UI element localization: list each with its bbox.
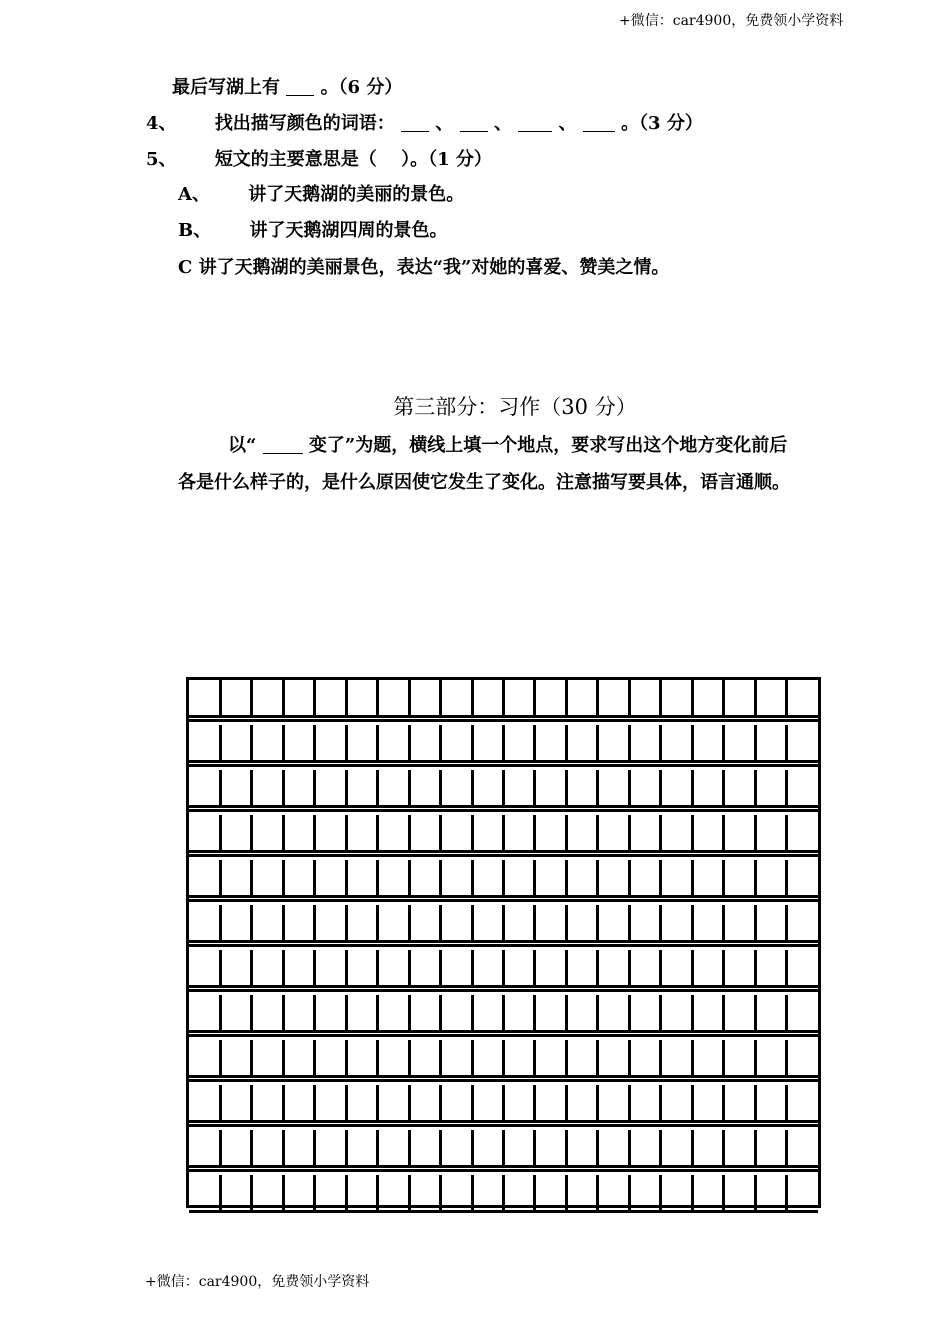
grid-cell-divider xyxy=(754,725,757,760)
grid-cell-divider xyxy=(250,860,253,895)
grid-cell-divider xyxy=(502,995,505,1030)
grid-cell-divider xyxy=(502,1130,505,1165)
row-gap-line xyxy=(189,1079,818,1082)
grid-cell-divider xyxy=(785,1085,788,1120)
grid-row[interactable] xyxy=(189,950,818,988)
grid-cell-divider xyxy=(282,725,285,760)
grid-cell-divider xyxy=(533,1085,536,1120)
grid-cell-divider xyxy=(722,950,725,985)
grid-cell-divider xyxy=(282,1085,285,1120)
option-text: 讲了天鹅湖四周的景色。 xyxy=(249,220,448,241)
grid-cell-divider xyxy=(376,1130,379,1165)
grid-cell-divider xyxy=(596,995,599,1030)
grid-cell-divider xyxy=(313,950,316,985)
grid-cell-divider xyxy=(345,1085,348,1120)
grid-cell-divider xyxy=(439,680,442,715)
grid-cell-divider xyxy=(533,1130,536,1165)
grid-cell-divider xyxy=(722,815,725,850)
grid-cell-divider xyxy=(376,950,379,985)
grid-cell-divider xyxy=(628,770,631,805)
grid-cell-divider xyxy=(219,905,222,940)
grid-row[interactable] xyxy=(189,725,818,763)
grid-cell-divider xyxy=(691,905,694,940)
composition-title: 第三部分：习作（30 分） xyxy=(393,395,637,419)
grid-cell-divider xyxy=(408,1040,411,1075)
grid-cell-divider xyxy=(502,815,505,850)
grid-cell-divider xyxy=(502,1175,505,1210)
grid-cell-divider xyxy=(313,680,316,715)
q4-suffix: 。（3 分） xyxy=(621,113,703,134)
grid-cell-divider xyxy=(565,905,568,940)
grid-cell-divider xyxy=(754,770,757,805)
grid-cell-divider xyxy=(628,1130,631,1165)
grid-cell-divider xyxy=(754,905,757,940)
grid-cell-divider xyxy=(596,680,599,715)
grid-cell-divider xyxy=(785,905,788,940)
grid-cell-divider xyxy=(754,680,757,715)
answer-blank[interactable] xyxy=(401,113,429,132)
grid-cell-divider xyxy=(565,860,568,895)
grid-cell-divider xyxy=(471,950,474,985)
option-b[interactable] xyxy=(178,216,448,242)
grid-cell-divider xyxy=(754,1085,757,1120)
grid-cell-divider xyxy=(659,1130,662,1165)
grid-cell-divider xyxy=(313,1085,316,1120)
writing-grid[interactable] xyxy=(186,677,821,1208)
question-text: 短文的主要意思是（ ）。（1 分） xyxy=(214,149,492,170)
grid-cell-divider xyxy=(313,1130,316,1165)
grid-cell-divider xyxy=(722,1130,725,1165)
grid-cell-divider xyxy=(596,905,599,940)
grid-cell-divider xyxy=(754,815,757,850)
grid-cell-divider xyxy=(345,725,348,760)
grid-cell-divider xyxy=(659,680,662,715)
grid-cell-divider xyxy=(376,1085,379,1120)
grid-cell-divider xyxy=(408,995,411,1030)
question-text: 找出描写颜色的词语： xyxy=(214,113,395,134)
grid-cell-divider xyxy=(345,1040,348,1075)
grid-cell-divider xyxy=(565,1040,568,1075)
grid-cell-divider xyxy=(313,995,316,1030)
option-label: C xyxy=(178,257,193,278)
grid-cell-divider xyxy=(439,1085,442,1120)
grid-cell-divider xyxy=(439,1175,442,1210)
grid-cell-divider xyxy=(659,905,662,940)
grid-cell-divider xyxy=(439,725,442,760)
grid-cell-divider xyxy=(250,680,253,715)
grid-cell-divider xyxy=(596,770,599,805)
title-blank[interactable] xyxy=(263,435,303,454)
grid-cell-divider xyxy=(250,1040,253,1075)
grid-cell-divider xyxy=(439,815,442,850)
grid-cell-divider xyxy=(439,995,442,1030)
grid-cell-divider xyxy=(502,1040,505,1075)
blank-separator: 、 xyxy=(493,113,512,134)
grid-cell-divider xyxy=(219,1130,222,1165)
grid-cell-divider xyxy=(659,995,662,1030)
grid-cell-divider xyxy=(533,995,536,1030)
row-gap-line xyxy=(189,809,818,812)
grid-cell-divider xyxy=(313,815,316,850)
grid-cell-divider xyxy=(722,1040,725,1075)
grid-cell-divider xyxy=(754,860,757,895)
grid-cell-divider xyxy=(722,725,725,760)
q3-suffix: 。（6 分） xyxy=(320,77,403,98)
grid-row[interactable] xyxy=(189,1130,818,1168)
grid-cell-divider xyxy=(628,995,631,1030)
grid-cell-divider xyxy=(439,905,442,940)
grid-cell-divider xyxy=(659,1085,662,1120)
grid-cell-divider xyxy=(596,1175,599,1210)
grid-row[interactable] xyxy=(189,770,818,808)
grid-cell-divider xyxy=(628,950,631,985)
grid-cell-divider xyxy=(502,950,505,985)
grid-cell-divider xyxy=(439,1130,442,1165)
grid-cell-divider xyxy=(533,950,536,985)
grid-cell-divider xyxy=(313,770,316,805)
grid-cell-divider xyxy=(691,950,694,985)
grid-cell-divider xyxy=(628,1040,631,1075)
grid-cell-divider xyxy=(471,905,474,940)
grid-cell-divider xyxy=(250,995,253,1030)
grid-row[interactable] xyxy=(189,905,818,943)
grid-cell-divider xyxy=(785,680,788,715)
grid-cell-divider xyxy=(376,815,379,850)
grid-row[interactable] xyxy=(189,1085,818,1123)
grid-cell-divider xyxy=(219,1085,222,1120)
grid-cell-divider xyxy=(282,815,285,850)
row-gap-line xyxy=(189,719,818,722)
grid-cell-divider xyxy=(282,1130,285,1165)
grid-cell-divider xyxy=(691,1175,694,1210)
grid-cell-divider xyxy=(345,680,348,715)
answer-blank[interactable] xyxy=(460,113,488,132)
watermark-bottom: +微信：car4900，免费领小学资料 xyxy=(145,1274,370,1290)
grid-cell-divider xyxy=(282,1175,285,1210)
blank-separator: 、 xyxy=(558,113,577,134)
grid-cell-divider xyxy=(596,950,599,985)
grid-cell-divider xyxy=(691,770,694,805)
grid-cell-divider xyxy=(722,995,725,1030)
grid-cell-divider xyxy=(219,725,222,760)
grid-cell-divider xyxy=(596,815,599,850)
question-3-tail xyxy=(172,73,402,99)
grid-cell-divider xyxy=(785,860,788,895)
grid-cell-divider xyxy=(250,815,253,850)
grid-cell-divider xyxy=(722,1085,725,1120)
grid-row[interactable] xyxy=(189,1040,818,1078)
grid-cell-divider xyxy=(533,815,536,850)
grid-cell-divider xyxy=(533,1040,536,1075)
grid-cell-divider xyxy=(376,725,379,760)
grid-cell-divider xyxy=(596,860,599,895)
grid-cell-divider xyxy=(628,1085,631,1120)
grid-cell-divider xyxy=(282,995,285,1030)
grid-cell-divider xyxy=(376,770,379,805)
grid-cell-divider xyxy=(596,1130,599,1165)
grid-cell-divider xyxy=(439,770,442,805)
grid-cell-divider xyxy=(722,770,725,805)
row-gap-line xyxy=(189,764,818,767)
grid-cell-divider xyxy=(659,950,662,985)
grid-cell-divider xyxy=(282,1040,285,1075)
grid-cell-divider xyxy=(691,725,694,760)
grid-cell-divider xyxy=(471,995,474,1030)
question-5 xyxy=(146,145,492,171)
grid-cell-divider xyxy=(691,860,694,895)
grid-cell-divider xyxy=(282,680,285,715)
row-gap-line xyxy=(189,854,818,857)
grid-cell-divider xyxy=(345,1175,348,1210)
grid-cell-divider xyxy=(313,1040,316,1075)
grid-cell-divider xyxy=(408,815,411,850)
grid-cell-divider xyxy=(282,950,285,985)
grid-row[interactable] xyxy=(189,680,818,718)
grid-row[interactable] xyxy=(189,1175,818,1213)
row-gap-line xyxy=(189,989,818,992)
grid-cell-divider xyxy=(565,950,568,985)
grid-cell-divider xyxy=(471,680,474,715)
grid-cell-divider xyxy=(282,770,285,805)
question-number: 5、 xyxy=(146,149,177,170)
grid-row[interactable] xyxy=(189,815,818,853)
composition-prompt-line-1 xyxy=(228,431,787,457)
grid-cell-divider xyxy=(471,1130,474,1165)
prompt-rest: 变了”为题，横线上填一个地点，要求写出这个地方变化前后 xyxy=(308,435,788,456)
grid-cell-divider xyxy=(565,1175,568,1210)
option-text: 讲了天鹅湖的美丽的景色。 xyxy=(248,184,465,205)
row-gap-line xyxy=(189,944,818,947)
grid-cell-divider xyxy=(250,950,253,985)
grid-cell-divider xyxy=(282,860,285,895)
grid-cell-divider xyxy=(691,815,694,850)
grid-row[interactable] xyxy=(189,995,818,1033)
grid-cell-divider xyxy=(408,905,411,940)
grid-cell-divider xyxy=(408,1130,411,1165)
answer-blank[interactable] xyxy=(518,113,552,132)
grid-cell-divider xyxy=(250,1085,253,1120)
grid-cell-divider xyxy=(219,995,222,1030)
row-gap-line xyxy=(189,899,818,902)
grid-cell-divider xyxy=(408,680,411,715)
grid-cell-divider xyxy=(628,1175,631,1210)
grid-cell-divider xyxy=(376,1040,379,1075)
question-number: 4、 xyxy=(146,113,177,134)
grid-cell-divider xyxy=(219,1175,222,1210)
grid-cell-divider xyxy=(691,995,694,1030)
grid-cell-divider xyxy=(408,1175,411,1210)
grid-cell-divider xyxy=(313,725,316,760)
grid-cell-divider xyxy=(502,905,505,940)
grid-cell-divider xyxy=(785,995,788,1030)
grid-cell-divider xyxy=(250,725,253,760)
grid-cell-divider xyxy=(376,1175,379,1210)
grid-cell-divider xyxy=(345,815,348,850)
grid-cell-divider xyxy=(659,860,662,895)
grid-cell-divider xyxy=(439,950,442,985)
blank-separator: 、 xyxy=(435,113,454,134)
grid-cell-divider xyxy=(408,770,411,805)
grid-cell-divider xyxy=(722,680,725,715)
grid-cell-divider xyxy=(533,905,536,940)
grid-cell-divider xyxy=(754,950,757,985)
grid-cell-divider xyxy=(628,680,631,715)
grid-cell-divider xyxy=(754,1175,757,1210)
grid-cell-divider xyxy=(754,1040,757,1075)
option-a[interactable] xyxy=(178,180,464,206)
grid-cell-divider xyxy=(471,1085,474,1120)
grid-cell-divider xyxy=(565,815,568,850)
grid-cell-divider xyxy=(313,905,316,940)
grid-cell-divider xyxy=(219,680,222,715)
grid-cell-divider xyxy=(533,860,536,895)
option-c[interactable] xyxy=(178,253,669,279)
grid-cell-divider xyxy=(691,680,694,715)
grid-cell-divider xyxy=(439,1040,442,1075)
option-label: B、 xyxy=(178,220,212,241)
grid-row[interactable] xyxy=(189,860,818,898)
grid-cell-divider xyxy=(659,815,662,850)
grid-cell-divider xyxy=(471,860,474,895)
grid-cell-divider xyxy=(691,1040,694,1075)
grid-cell-divider xyxy=(219,1040,222,1075)
grid-cell-divider xyxy=(219,950,222,985)
grid-cell-divider xyxy=(565,680,568,715)
grid-cell-divider xyxy=(628,725,631,760)
grid-cell-divider xyxy=(533,770,536,805)
grid-cell-divider xyxy=(722,860,725,895)
q3-prefix: 最后写湖上有 xyxy=(172,77,280,98)
row-gap-line xyxy=(189,1124,818,1127)
grid-cell-divider xyxy=(502,1085,505,1120)
grid-cell-divider xyxy=(502,725,505,760)
grid-cell-divider xyxy=(376,905,379,940)
grid-cell-divider xyxy=(628,860,631,895)
grid-cell-divider xyxy=(533,1175,536,1210)
grid-cell-divider xyxy=(785,815,788,850)
grid-cell-divider xyxy=(250,1175,253,1210)
grid-cell-divider xyxy=(471,1175,474,1210)
grid-cell-divider xyxy=(628,905,631,940)
grid-cell-divider xyxy=(565,995,568,1030)
answer-blank[interactable] xyxy=(286,77,314,96)
grid-cell-divider xyxy=(565,1130,568,1165)
grid-cell-divider xyxy=(596,725,599,760)
grid-cell-divider xyxy=(722,905,725,940)
grid-cell-divider xyxy=(502,860,505,895)
grid-cell-divider xyxy=(659,725,662,760)
grid-cell-divider xyxy=(250,1130,253,1165)
row-gap-line xyxy=(189,1169,818,1172)
grid-cell-divider xyxy=(785,1130,788,1165)
grid-cell-divider xyxy=(659,1175,662,1210)
grid-cell-divider xyxy=(471,770,474,805)
grid-cell-divider xyxy=(345,950,348,985)
grid-cell-divider xyxy=(219,815,222,850)
grid-cell-divider xyxy=(691,1085,694,1120)
grid-cell-divider xyxy=(471,725,474,760)
grid-cell-divider xyxy=(471,815,474,850)
grid-cell-divider xyxy=(565,725,568,760)
grid-cell-divider xyxy=(722,1175,725,1210)
grid-cell-divider xyxy=(345,770,348,805)
grid-cell-divider xyxy=(785,725,788,760)
grid-cell-divider xyxy=(408,725,411,760)
grid-cell-divider xyxy=(376,995,379,1030)
grid-cell-divider xyxy=(659,770,662,805)
grid-cell-divider xyxy=(408,860,411,895)
grid-cell-divider xyxy=(250,905,253,940)
grid-cell-divider xyxy=(628,815,631,850)
grid-cell-divider xyxy=(502,680,505,715)
grid-cell-divider xyxy=(376,680,379,715)
option-text: 讲了天鹅湖的美丽景色，表达“我”对她的喜爱、赞美之情。 xyxy=(198,257,670,278)
grid-cell-divider xyxy=(596,1040,599,1075)
row-gap-line xyxy=(189,1034,818,1037)
grid-cell-divider xyxy=(345,1130,348,1165)
watermark-top: +微信：car4900，免费领小学资料 xyxy=(619,13,844,29)
grid-cell-divider xyxy=(408,1085,411,1120)
grid-cell-divider xyxy=(439,860,442,895)
grid-cell-divider xyxy=(754,1130,757,1165)
grid-cell-divider xyxy=(691,1130,694,1165)
grid-cell-divider xyxy=(408,950,411,985)
grid-cell-divider xyxy=(282,905,285,940)
option-label: A、 xyxy=(178,184,210,205)
grid-cell-divider xyxy=(345,860,348,895)
grid-cell-divider xyxy=(596,1085,599,1120)
composition-prompt-line-2: 各是什么样子的，是什么原因使它发生了变化。注意描写要具体，语言通顺。 xyxy=(178,472,790,493)
grid-cell-divider xyxy=(785,950,788,985)
grid-cell-divider xyxy=(565,1085,568,1120)
grid-cell-divider xyxy=(502,770,505,805)
grid-cell-divider xyxy=(659,1040,662,1075)
grid-cell-divider xyxy=(345,995,348,1030)
grid-cell-divider xyxy=(533,680,536,715)
grid-cell-divider xyxy=(313,860,316,895)
question-4 xyxy=(146,109,703,135)
grid-cell-divider xyxy=(785,770,788,805)
grid-cell-divider xyxy=(754,995,757,1030)
grid-cell-divider xyxy=(313,1175,316,1210)
grid-cell-divider xyxy=(250,770,253,805)
grid-cell-divider xyxy=(785,1175,788,1210)
answer-blank[interactable] xyxy=(583,113,615,132)
grid-cell-divider xyxy=(219,860,222,895)
grid-cell-divider xyxy=(533,725,536,760)
prompt-start: 以“ xyxy=(228,435,257,456)
grid-cell-divider xyxy=(565,770,568,805)
grid-cell-divider xyxy=(376,860,379,895)
grid-cell-divider xyxy=(345,905,348,940)
grid-cell-divider xyxy=(471,1040,474,1075)
grid-cell-divider xyxy=(785,1040,788,1075)
grid-cell-divider xyxy=(219,770,222,805)
